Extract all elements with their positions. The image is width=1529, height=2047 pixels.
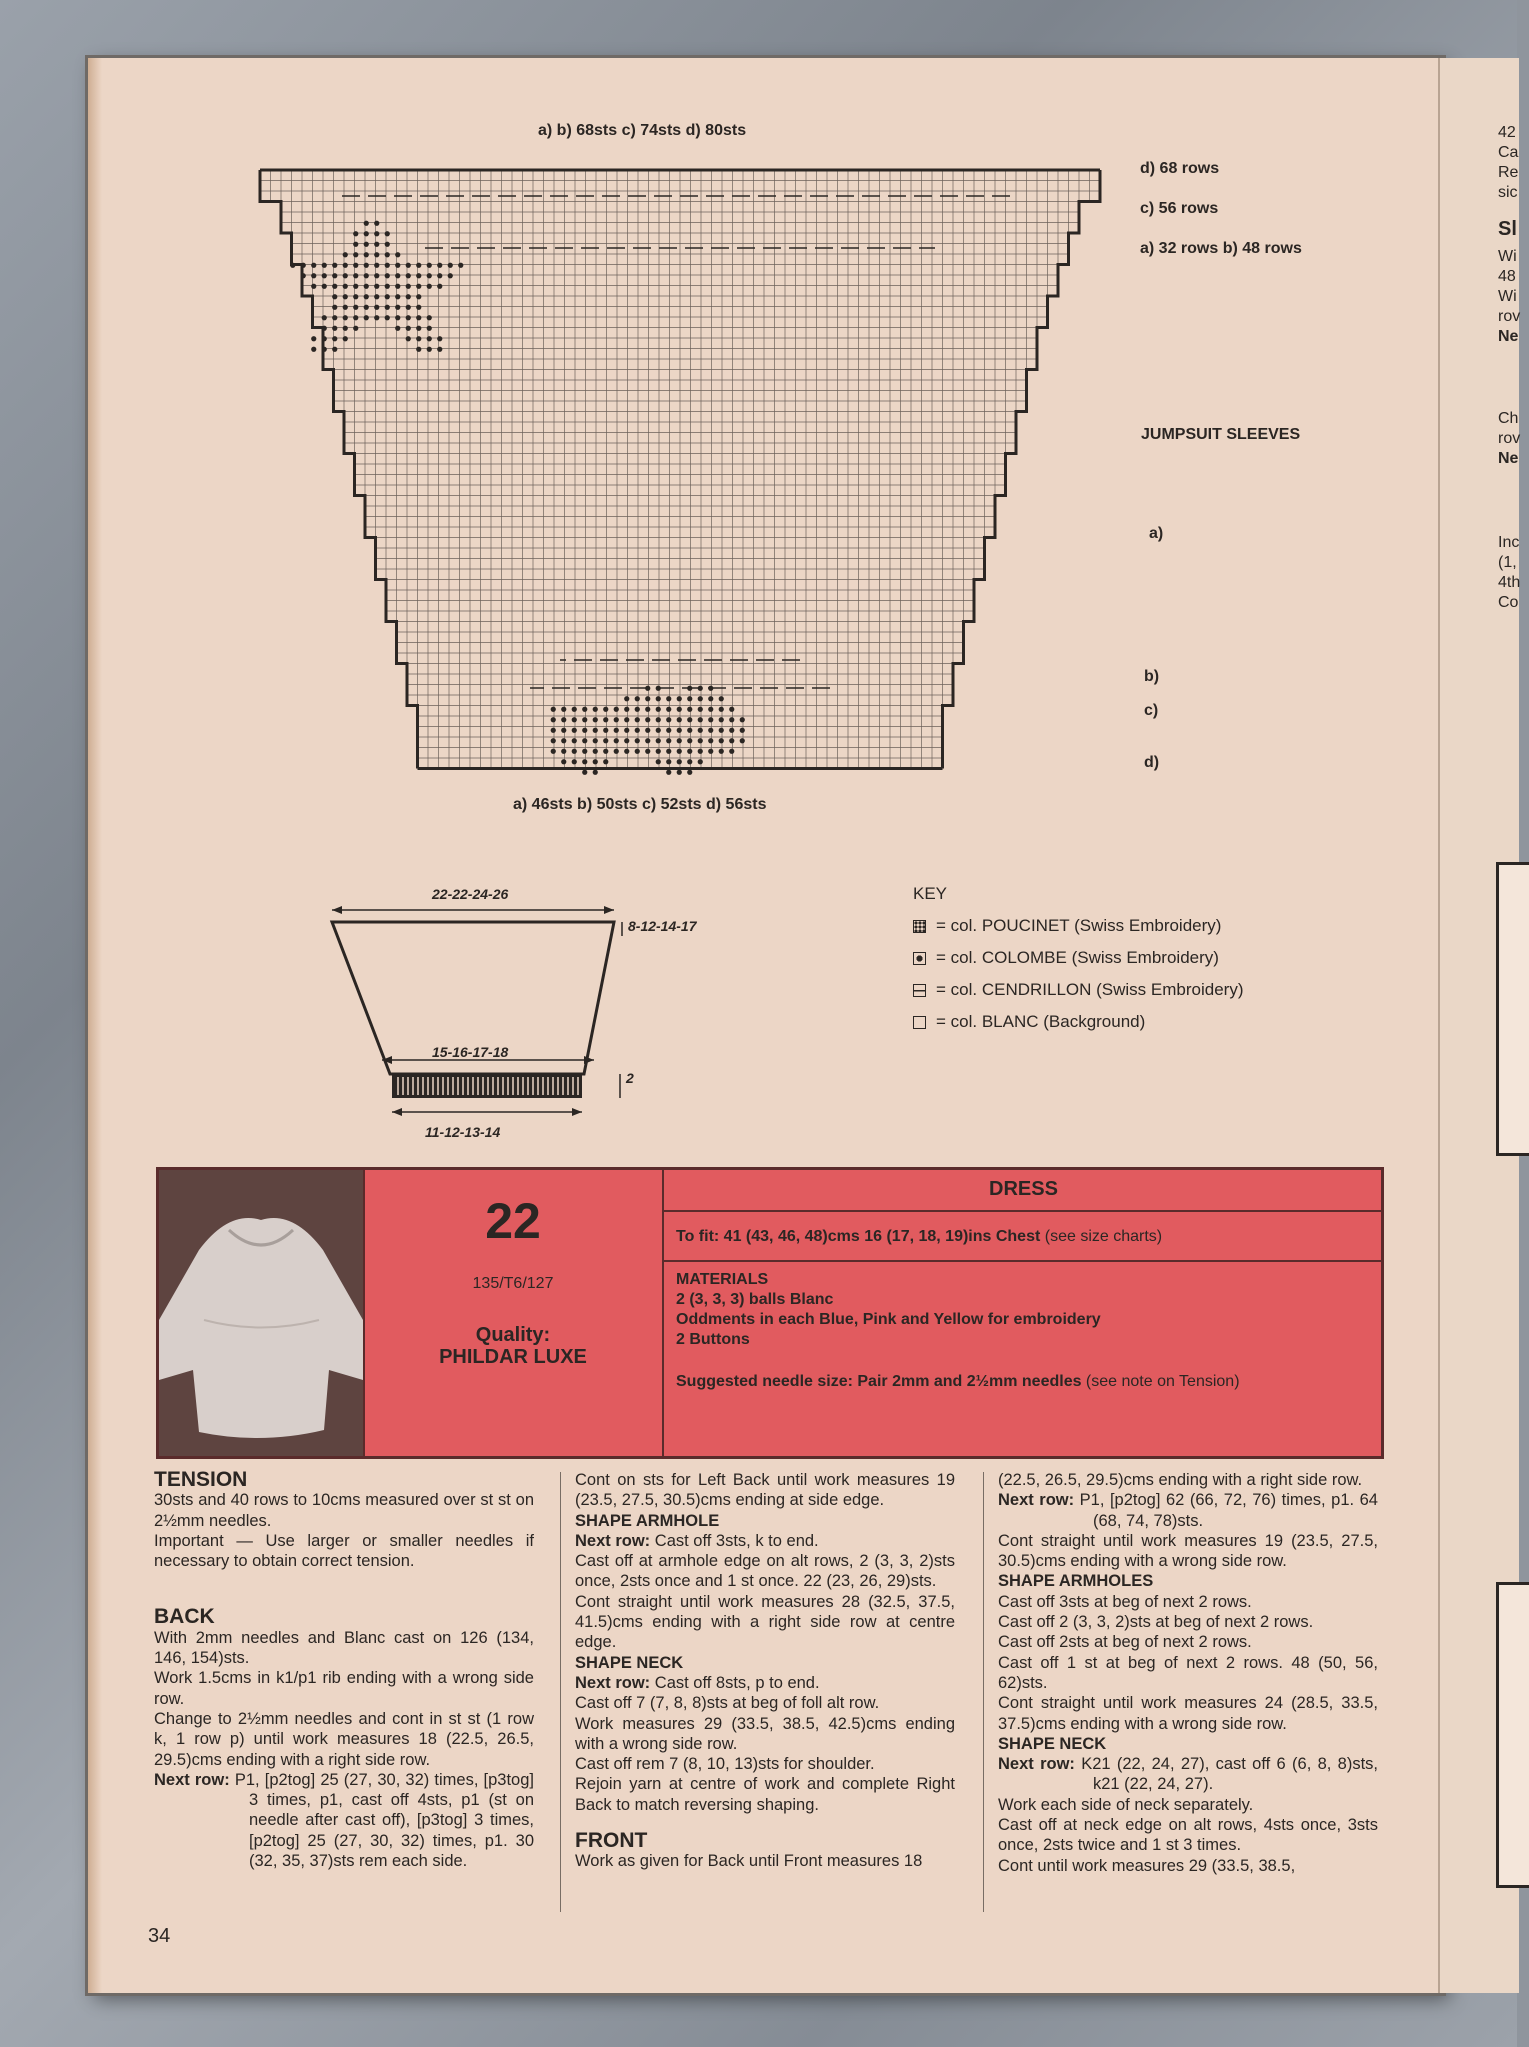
- needle-size: Suggested needle size: Pair 2mm and 2½mm needles (see note on Tension): [676, 1373, 1240, 1390]
- adjacent-page-diagram: [1496, 862, 1529, 1156]
- key-item-blanc: = col. BLANC (Background): [913, 1006, 1244, 1038]
- front-neck-heading: SHAPE NECK: [998, 1734, 1107, 1753]
- chart-top-label: a) b) 68sts c) 74sts d) 80sts: [538, 122, 747, 139]
- adjacent-page: 42 Ca Re sic Sl Wi 48 Wi rov Ne Ch rov Ne Inc (1, 4th Co: [1438, 58, 1519, 1993]
- tension-heading: TENSION: [154, 1468, 248, 1491]
- garment-title: DRESS: [989, 1178, 1058, 1200]
- rows-ab-label: a) 32 rows b) 48 rows: [1140, 240, 1302, 257]
- key-title: KEY: [913, 884, 948, 903]
- key-item-cendrillon: = col. CENDRILLON (Swiss Embroidery): [913, 974, 1244, 1006]
- key-item-colombe: = col. COLOMBE (Swiss Embroidery): [913, 942, 1244, 974]
- armhole-heading: SHAPE ARMHOLE: [575, 1511, 720, 1530]
- knitting-grid: [240, 148, 1120, 788]
- materials: MATERIALS 2 (3, 3, 3) balls Blanc Oddments in each Blue, Pink and Yellow for embroidery 2 Buttons: [676, 1271, 1101, 1348]
- quality-name: PHILDAR LUXE: [439, 1346, 587, 1368]
- schematic-bottom: 11-12-13-14: [425, 1124, 501, 1140]
- rows-c-label: c) 56 rows: [1140, 200, 1219, 217]
- front-heading: FRONT: [575, 1829, 648, 1853]
- dress-details-cell: [662, 1170, 1383, 1456]
- filled-square-icon: [913, 952, 926, 965]
- mark-b: b): [1144, 668, 1160, 685]
- dotted-square-icon: [913, 920, 926, 933]
- schematic-mid: 15-16-17-18: [432, 1044, 509, 1060]
- schematic-rib: 2: [626, 1070, 634, 1086]
- text-column-3: (22.5, 26.5, 29.5)cms ending with a right side row. Next row: P1, [p2tog] 62 (66, 72, 76) times, p1. 64 (68, 74, 78)sts. Cont straight until work measures 19 (23.5, 27.5, 30.5)cms ending with a wrong side row. SHAPE ARMHOLES Cast off 3sts at beg of next 2 rows. Cast off 2 (3, 3, 2)sts at beg of next 2 rows. Cast off 2sts at beg of next 2 rows. Cast off 1 st at beg of next 2 rows. 48 (50, 56, 62)sts. Cont straight until work measures 24 (28.5, 33.5, 37.5)cms ending with a wrong side row. SHAPE NECK Next row: K21 (22, 24, 27), cast off 6 (6, 8, 8)sts, k21 (22, 24, 27). Work each side of neck separately. Cast off at neck edge on alt rows, 4sts once, 3sts once, 2sts twice and 1 st 3 times. Cont until work measures 29 (33.5, 38.5,: [998, 1471, 1378, 1875]
- schematic-top: 22-22-24-26: [432, 886, 509, 902]
- text-column-1: TENSION 30sts and 40 rows to 10cms measured over st st on 2½mm needles. Important — Use larger or smaller needles if necessary to obtain correct tension. BACK With 2mm needles and Blanc cast on 126 (134, 146, 154)sts. Work 1.5cms in k1/p1 rib ending with a wrong side row. Change to 2½mm needles and cont in st st (1 row k, 1 row p) until work measures 18 (22.5, 26.5, 29.5)cms ending with a right side row. Next row: P1, [p2tog] 25 (27, 30, 32) times, [p3tog] 3 times, p1, cast off 4sts, p1 (st on needle after cast off), [p3tog] 3 times, [p2tog] 25 (27, 30, 32) times, p1. 30 (32, 35, 37)sts rem each side.: [154, 1468, 534, 1871]
- mark-d: d): [1144, 754, 1160, 771]
- mark-a: a): [1149, 525, 1164, 542]
- armholes-heading: SHAPE ARMHOLES: [998, 1572, 1154, 1591]
- to-fit: To fit: 41 (43, 46, 48)cms 16 (17, 18, 19)ins Chest (see size charts): [676, 1228, 1163, 1245]
- pattern-info-band: [156, 1167, 1384, 1459]
- pattern-number: 22: [485, 1193, 541, 1249]
- mark-c: c): [1144, 702, 1159, 719]
- pattern-code: 135/T6/127: [472, 1275, 554, 1292]
- key-item-poucinet: = col. POUCINET (Swiss Embroidery): [913, 910, 1244, 942]
- text-column-2: Cont on sts for Left Back until work measures 19 (23.5, 27.5, 30.5)cms ending at side edge. SHAPE ARMHOLE Next row: Cast off 3sts, k to end. Cast off at armhole edge on alt rows, 2 (3, 3, 2)sts once, 2sts once and 1 st once. 22 (23, 26, 29)sts. Cont straight until work measures 28 (32.5, 37.5, 41.5)cms ending with a right side row at centre edge. SHAPE NECK Next row: Cast off 8sts, p to end. Cast off 7 (7, 8, 8)sts at beg of foll alt row. Work measures 29 (33.5, 38.5, 42.5)cms ending with a wrong side row. Cast off rem 7 (8, 10, 13)sts for shoulder. Rejoin yarn at centre of work and complete Right Back to match reversing shaping. FRONT Work as given for Back until Front measures 18: [575, 1471, 955, 1871]
- chart-bottom-label: a) 46sts b) 50sts c) 52sts d) 56sts: [513, 796, 767, 813]
- lined-square-icon: [913, 984, 926, 997]
- adjacent-page-diagram-2: [1496, 1582, 1529, 1888]
- rows-d-label: d) 68 rows: [1140, 160, 1220, 177]
- chart-title: JUMPSUIT SLEEVES: [1141, 426, 1301, 443]
- pattern-number-cell: [363, 1170, 661, 1456]
- dress-photo: [159, 1170, 363, 1456]
- sleeve-chart: [240, 148, 1120, 788]
- quality-label: Quality:: [475, 1324, 551, 1346]
- schematic-side: 8-12-14-17: [628, 918, 697, 934]
- neck-heading: SHAPE NECK: [575, 1653, 684, 1672]
- page-number: 34: [148, 1925, 171, 1947]
- back-heading: BACK: [154, 1605, 215, 1629]
- page-spine: [88, 58, 102, 1993]
- chart-key: [913, 878, 1244, 1038]
- empty-square-icon: [913, 1016, 926, 1029]
